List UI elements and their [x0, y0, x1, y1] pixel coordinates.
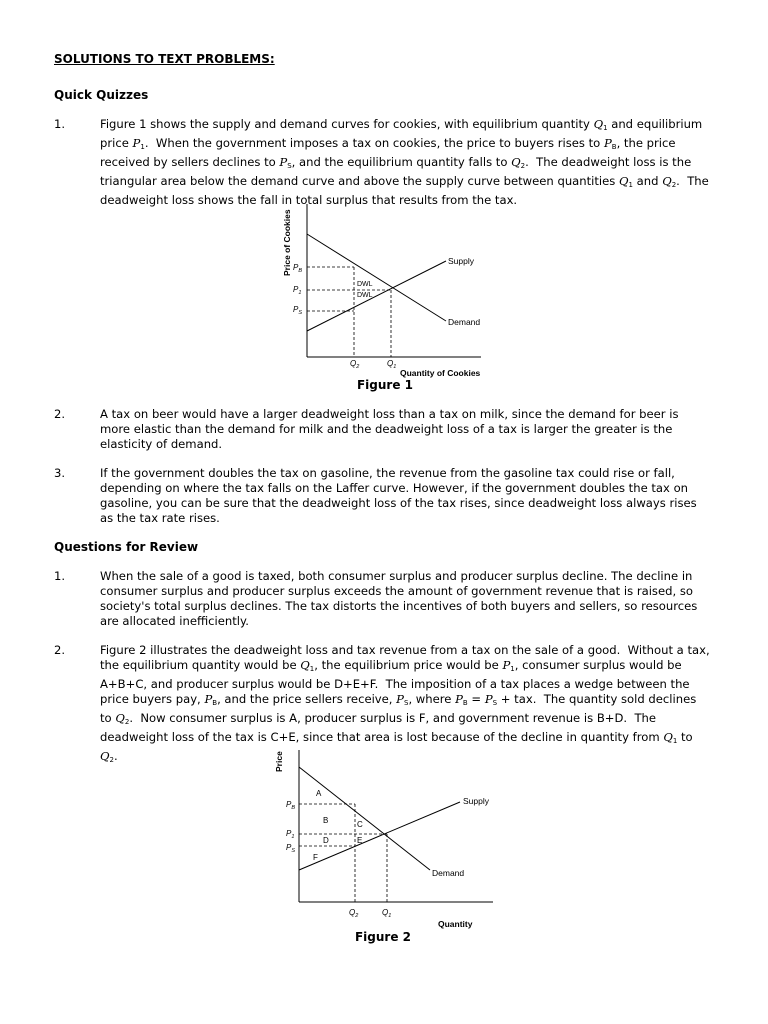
item-number: 2. [54, 407, 66, 421]
area-e-label: E [357, 836, 363, 845]
demand-label: Demand [432, 868, 465, 878]
q2-label: $Q_2$ [349, 908, 359, 919]
figure-1-caption: Figure 1 [356, 378, 414, 392]
ps-label: $P_S$ [293, 305, 303, 316]
y-axis-label: Price [274, 751, 284, 772]
area-d-label: D [323, 836, 329, 845]
pb-label: $P_B$ [286, 800, 296, 811]
dwl-label-lower: DWL [357, 292, 373, 299]
figure-2-caption: Figure 2 [354, 930, 412, 944]
ps-label: $P_S$ [286, 843, 296, 854]
item-number: 1. [54, 117, 66, 131]
demand-curve [307, 234, 446, 321]
area-c-label: C [357, 820, 363, 829]
item-number: 2. [54, 643, 66, 657]
item-text: If the government doubles the tax on gasoline, the revenue from the gasoline tax could rise or fall, depending on where the tax falls on the Laffer curve. However, if the government doubles the tax on gasoline, you can be sure that the deadweight loss of the tax rises, since deadweight loss always rises as the tax rate rises. [100, 466, 697, 525]
y-axis-label: Price of Cookies [282, 209, 292, 276]
pb-label: $P_B$ [293, 263, 303, 274]
figure-1-chart [276, 200, 486, 380]
q1-label: $Q_1$ [382, 908, 392, 919]
x-axis-label: Quantity of Cookies [400, 368, 481, 378]
supply-label: Supply [448, 256, 474, 266]
item-number: 1. [54, 569, 66, 583]
q1-label: $Q_1$ [387, 359, 397, 370]
x-axis-label: Quantity [438, 919, 473, 929]
p1-label: $P_1$ [286, 829, 295, 840]
dwl-label-upper: DWL [357, 281, 373, 288]
p1-label: $P_1$ [293, 285, 302, 296]
demand-curve [299, 767, 430, 870]
item-text: When the sale of a good is taxed, both consumer surplus and producer surplus decline. The decline in consumer surplus and producer surplus exceeds the amount of government revenue that is raised, so society's total surplus declines. The tax distorts the incentives of both buyers and sellers, so resources are allocated inefficiently. [100, 569, 698, 628]
page-title: SOLUTIONS TO TEXT PROBLEMS: [54, 52, 275, 66]
demand-label: Demand [448, 317, 481, 327]
item-text: Figure 2 illustrates the deadweight loss and tax revenue from a tax on the sale of a good. Without a tax, the equilibrium quantity would be $Q_1$, the equilibrium price would be $P_1$, consumer surplus would be A+B+C, and producer surplus would be D+E+F. The imposition of a tax places a wedge between the price buyers pay, $P_B$, and the price sellers receive, $P_S$, where $P_B = P_S$ + tax. The quantity sold declines to $Q_2$. Now consumer surplus is A, producer surplus is F, and government revenue is B+D. The deadweight loss of the tax is C+E, since that area is lost because of the decline in quantity from $Q_1$ to $Q_2$. [100, 643, 710, 764]
section-heading-questions-for-review: Questions for Review [54, 540, 199, 554]
q2-label: $Q_2$ [350, 359, 360, 370]
supply-label: Supply [463, 796, 489, 806]
area-f-label: F [313, 853, 318, 862]
figure-2-chart [268, 746, 498, 932]
supply-curve [307, 261, 446, 331]
section-heading-quick-quizzes: Quick Quizzes [54, 88, 149, 102]
item-text: Figure 1 shows the supply and demand curves for cookies, with equilibrium quantity $Q_1$ and equilibrium price $P_1$. When the government imposes a tax on cookies, the price to buyers rises to $P_B$, the price received by sellers declines to $P_S$, and the equilibrium quantity falls to $Q_2$. The deadweight loss is the triangular area below the demand curve and above the supply curve between quantities $Q_1$ and $Q_2$. The deadweight loss shows the fall in total surplus that results from the tax. [100, 117, 709, 207]
item-number: 3. [54, 466, 66, 480]
area-a-label: A [316, 789, 322, 798]
area-b-label: B [323, 816, 329, 825]
item-text: A tax on beer would have a larger deadweight loss than a tax on milk, since the demand for beer is more elastic than the demand for milk and the deadweight loss of a tax is larger the greater is the elasticity of demand. [100, 407, 679, 451]
